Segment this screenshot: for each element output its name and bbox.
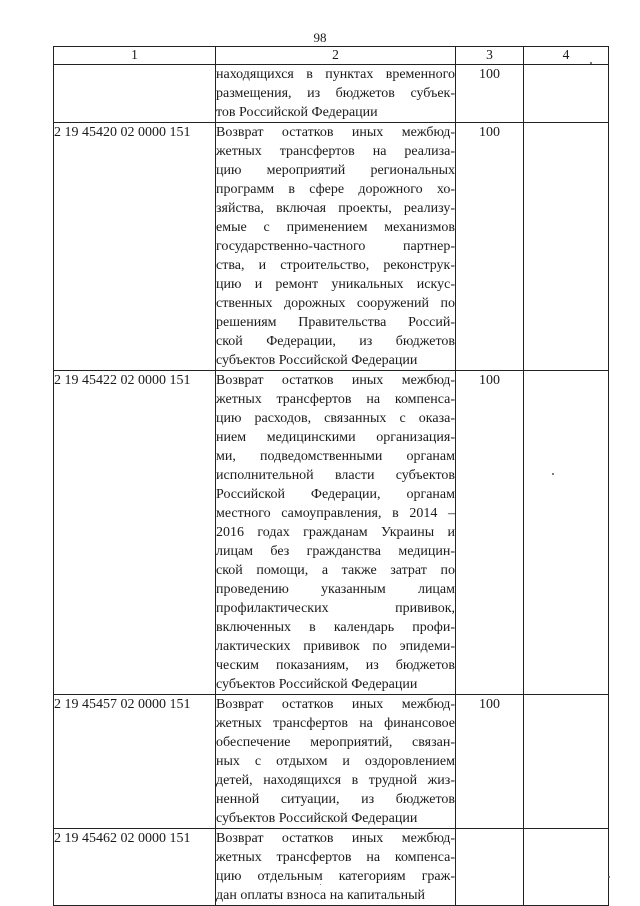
col4-cell [524, 123, 609, 371]
description-line: цию отдельным категориям граж- [216, 869, 455, 884]
amount-cell [456, 123, 524, 371]
header-col-3: 3 [456, 47, 524, 65]
header-col-2: 2 [216, 47, 456, 65]
description-line: государственно-частного партнер- [216, 239, 455, 254]
header-row [54, 47, 609, 65]
table-row [54, 123, 609, 371]
table-row [54, 65, 609, 123]
description-line: жетных трансфертов на компенса- [216, 392, 455, 407]
description-line: Возврат остатков иных межбюд- [216, 125, 455, 140]
description-line: субъектов Российской Федерации [216, 353, 418, 368]
table-row [54, 829, 609, 906]
description-line: программ в сфере дорожного хо- [216, 182, 455, 197]
description-line: ства, и строительство, реконструк- [216, 258, 455, 273]
description-line: лицам без гражданства медицин- [216, 544, 455, 559]
description-line: ческим показаниям, из бюджетов [216, 658, 455, 673]
amount-cell [456, 371, 524, 695]
description-line: детей, находящихся в трудной жиз- [216, 773, 455, 788]
header-col-4: 4 [524, 47, 609, 65]
description-line: исполнительной власти субъектов [216, 468, 455, 483]
description-line: ми, подведомственными органам [216, 449, 455, 464]
budget-code-cell: 2 19 45457 02 0000 151 [54, 695, 216, 829]
description-line: цию и ремонт уникальных искус- [216, 277, 455, 292]
header-col-1: 1 [54, 47, 216, 65]
description-line: Российской Федерации, органам [216, 487, 455, 502]
description-line: Возврат остатков иных межбюд- [216, 697, 455, 712]
description-line: цию мероприятий региональных [216, 163, 455, 178]
description-cell [216, 695, 456, 829]
description-line: размещения, из бюджетов субъек- [216, 86, 455, 101]
description-cell [216, 371, 456, 695]
description-line: дан оплаты взноса на капитальный [216, 888, 425, 903]
scan-speck [552, 473, 554, 475]
description-line: нием медицинскими организация- [216, 430, 455, 445]
budget-code-cell: 2 19 45422 02 0000 151 [54, 371, 216, 695]
description-line: ской помощи, а также затрат по [216, 563, 455, 578]
description-line: субъектов Российской Федерации [216, 811, 418, 826]
amount-value: 100 [479, 125, 500, 140]
amount-value: 100 [479, 67, 500, 82]
description-line: обеспечение мероприятий, связан- [216, 735, 455, 750]
description-line: лактических прививок по эпидеми- [216, 639, 455, 654]
description-line: жетных трансфертов на реализа- [216, 144, 455, 159]
description-line: жетных трансфертов на финансовое [216, 716, 455, 731]
description-line: цию расходов, связанных с оказа- [216, 411, 455, 426]
description-line: субъектов Российской Федерации [216, 677, 418, 692]
budget-code-cell [54, 65, 216, 123]
description-cell [216, 65, 456, 123]
description-line: 2016 годах гражданам Украины и [216, 525, 455, 540]
scan-speck [608, 876, 610, 878]
description-line: включенных в календарь профи- [216, 620, 455, 635]
budget-code-cell: 2 19 45420 02 0000 151 [54, 123, 216, 371]
amount-cell [456, 829, 524, 906]
description-line: Возврат остатков иных межбюд- [216, 373, 455, 388]
scan-speck [320, 884, 321, 885]
budget-code-cell: 2 19 45462 02 0000 151 [54, 829, 216, 906]
page-number: 98 [313, 30, 327, 45]
description-line: находящихся в пунктах временного [216, 67, 455, 82]
amount-value: 100 [479, 373, 500, 388]
description-line: ненной ситуации, из бюджетов [216, 792, 455, 807]
col4-cell [524, 371, 609, 695]
col4-cell [524, 829, 609, 906]
description-line: ственных дорожных сооружений по [216, 296, 455, 311]
description-line: зяйства, включая проекты, реализу- [216, 201, 455, 216]
description-line: ных с отдыхом и оздоровлением [216, 754, 455, 769]
amount-cell [456, 695, 524, 829]
description-line: проведению указанным лицам [216, 582, 455, 597]
description-line: емые с применением механизмов [216, 220, 455, 235]
description-cell [216, 829, 456, 906]
description-line: местного самоуправления, в 2014 – [216, 506, 455, 521]
description-line: решениям Правительства Россий- [216, 315, 455, 330]
description-line: ской Федерации, из бюджетов [216, 334, 455, 349]
col4-cell [524, 695, 609, 829]
budget-table [53, 46, 609, 906]
description-line: профилактических прививок, [216, 601, 455, 616]
table-row [54, 371, 609, 695]
description-line: тов Российской Федерации [216, 105, 378, 120]
col4-cell [524, 65, 609, 123]
amount-value: 100 [479, 697, 500, 712]
description-line: Возврат остатков иных межбюд- [216, 831, 455, 846]
table-body [54, 65, 609, 906]
table-row [54, 695, 609, 829]
scan-speck [590, 62, 592, 64]
amount-cell [456, 65, 524, 123]
description-cell [216, 123, 456, 371]
description-line: жетных трансфертов на компенса- [216, 850, 455, 865]
